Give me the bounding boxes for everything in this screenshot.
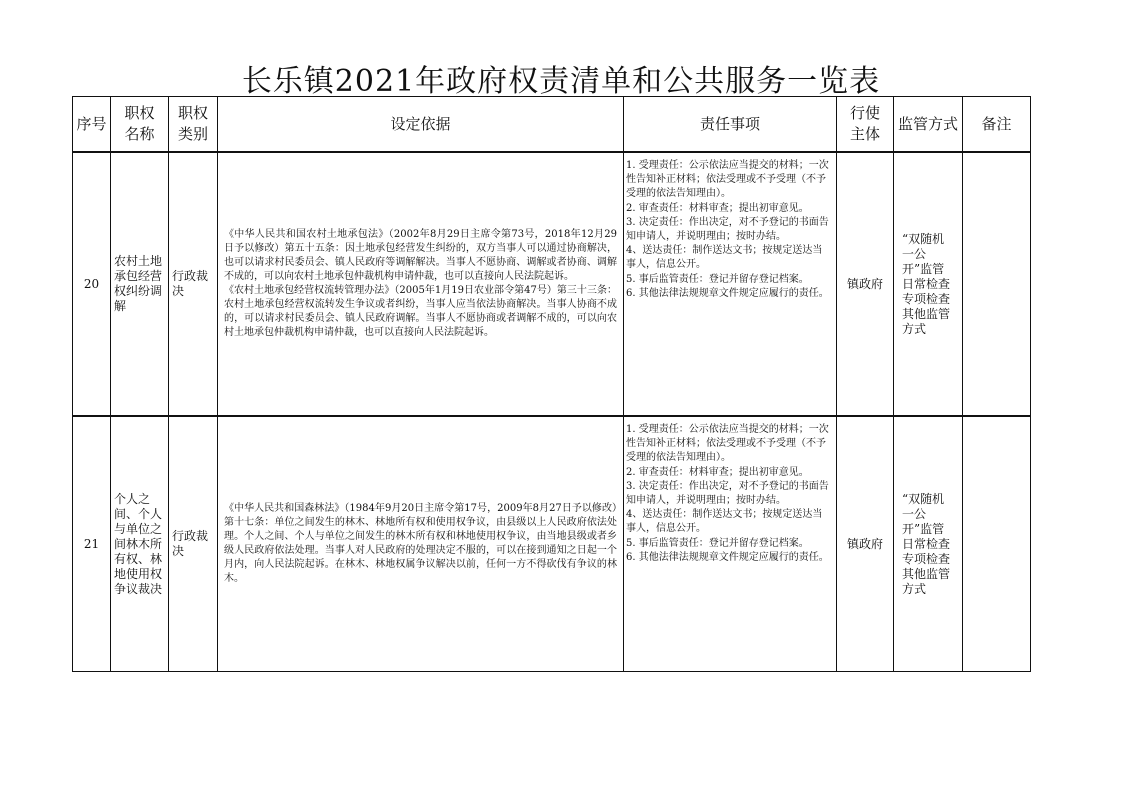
header-subject: 行使主体 [837,97,894,153]
row-note [963,416,1031,672]
header-seq: 序号 [73,97,111,153]
table-header-row [73,97,1031,153]
row-supervision: “双随机一公开”监管日常检查专项检查其他监管方式 [894,152,963,416]
resp-item: 1. 受理责任：公示依法应当提交的材料；一次性告知补正材料；依法受理或不予受理（不予受理的依法告知理由）。 [626,160,829,200]
row-responsibility [624,416,837,672]
resp-item: 3. 决定责任：作出决定，对不予登记的书面告知申请人，并说明理由；按时办结。 [626,480,829,507]
header-basis: 设定依据 [218,97,624,153]
row-note [963,152,1031,416]
header-kind: 职权类别 [169,97,218,153]
header-name: 职权名称 [111,97,169,153]
resp-item: 2. 审查责任：材料审查；提出初审意见。 [626,466,809,478]
header-note: 备注 [963,97,1031,153]
row-responsibility [624,152,837,416]
row-basis: 《中华人民共和国农村土地承包法》（2002年8月29日主席令第73号，2018年12月29日予以修改）第五十五条：因土地承包经营发生纠纷的，双方当事人可以通过协商解决，也可以请求村民委员会、镇人民政府等调解解决。当事人不愿协商、调解或者协商、调解不成的，可以向农村土地承包仲裁机构申请仲裁，也可以直接向人民法院起诉。 《农村土地承包经营权流转管理办法》（2005年1月19日农业部令第47号）第三十三条：农村土地承包经营权流转发生争议或者纠纷，当事人应当依法协商解决。当事人协商不成的，可以请求村民委员会、镇人民政府调解。当事人不愿协商或者调解不成的，可以向农村土地承包仲裁机构申请仲裁，也可以直接向人民法院起诉。 [218,152,624,416]
header-supervision: 监管方式 [894,97,963,153]
row-name: 农村土地承包经营权纠纷调解 [111,152,169,416]
resp-item: 1. 受理责任：公示依法应当提交的材料；一次性告知补正材料；依法受理或不予受理（不予受理的依法告知理由）。 [626,424,829,464]
resp-item: 4、送达责任：制作送达文书；按规定送达当事人，信息公开。 [626,509,823,535]
row-seq: 20 [73,152,111,416]
resp-item: 5. 事后监管责任：登记并留存登记档案。 [626,537,809,549]
row-kind: 行政裁决 [169,152,218,416]
row-subject: 镇政府 [837,152,894,416]
resp-item: 4、送达责任：制作送达文书；按规定送达当事人，信息公开。 [626,245,823,271]
resp-item: 6. 其他法律法规规章文件规定应履行的责任。 [626,287,829,299]
row-basis: 《中华人民共和国森林法》（1984年9月20日主席令第17号，2009年8月27日予以修改）第十七条：单位之间发生的林木、林地所有权和使用权争议，由县级以上人民政府依法处理。个人之间、个人与单位之间发生的林木所有权和林地使用权争议，由当地县级或者乡级人民政府依法处理。当事人对人民政府的处理决定不服的，可以在接到通知之日起一个月内，向人民法院起诉。在林木、林地权属争议解决以前，任何一方不得砍伐有争议的林木。 [218,416,624,672]
header-responsibility: 责任事项 [624,97,837,153]
page-title: 长乐镇2021年政府权责清单和公共服务一览表 [241,64,881,99]
row-seq: 21 [73,416,111,672]
row-kind: 行政裁决 [169,416,218,672]
resp-item: 5. 事后监管责任：登记并留存登记档案。 [626,273,809,285]
resp-item: 3. 决定责任：作出决定，对不予登记的书面告知申请人，并说明理由；按时办结。 [626,216,829,243]
resp-item: 2. 审查责任：材料审查；提出初审意见。 [626,202,809,214]
row-subject: 镇政府 [837,416,894,672]
row-supervision: “双随机一公开”监管日常检查专项检查其他监管方式 [894,416,963,672]
table-row [73,152,1031,416]
duty-list-table [72,96,1031,672]
table-row [73,416,1031,672]
resp-item: 6. 其他法律法规规章文件规定应履行的责任。 [626,551,829,563]
row-name: 个人之间、个人与单位之间林木所有权、林地使用权争议裁决 [111,416,169,672]
